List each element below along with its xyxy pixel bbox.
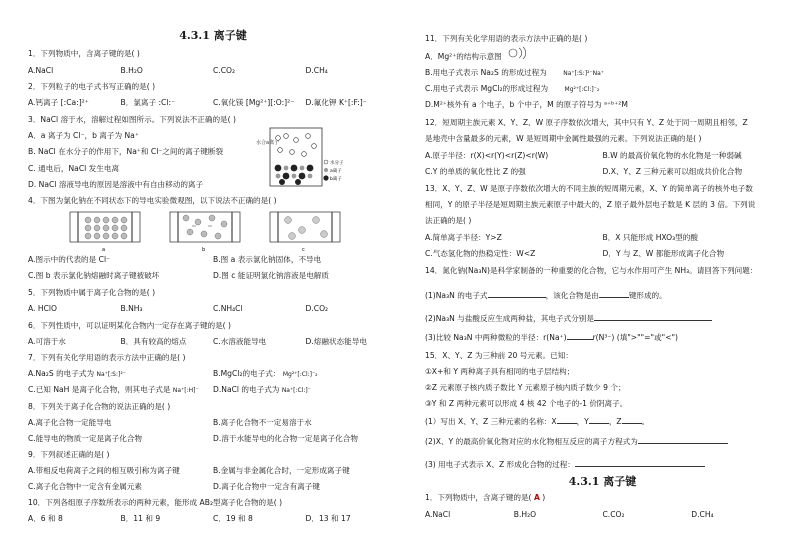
option-b[interactable]: B.图 a 表示氯化钠固体，不导电 bbox=[213, 255, 322, 264]
question-4-options-row2 bbox=[28, 272, 398, 281]
mgcl2-formation: Mg²⁺[:Cl:]⁻₂ bbox=[564, 86, 600, 93]
option-d[interactable]: D.X、Y、Z 三种元素可以组成共价化合物 bbox=[602, 167, 743, 176]
question-11-option-a[interactable]: A．Mg²⁺的结构示意图 bbox=[425, 52, 502, 61]
question-12-options-row1 bbox=[425, 152, 780, 161]
question-15-stem: 15．X、Y、Z 为三种前 20 号元素。已知： bbox=[425, 351, 573, 360]
option-c[interactable]: C.CO₂ bbox=[602, 510, 625, 519]
svg-text:b: b bbox=[202, 247, 206, 253]
option-b[interactable]: B.NH₃ bbox=[120, 304, 143, 313]
option-a[interactable]: A.NaCl bbox=[425, 510, 451, 519]
option-a[interactable]: A.图示中的代表的是 Cl⁻ bbox=[28, 255, 111, 264]
formula-nah: Na⁺[:H]⁻ bbox=[172, 387, 199, 394]
question-3-option-c[interactable]: C. 通电后，NaCl 发生电离 bbox=[28, 164, 120, 173]
question-8-options-row2 bbox=[28, 435, 398, 444]
option-d[interactable]: D.CO₂ bbox=[305, 304, 329, 313]
question-5-stem: 5．下列物质中属于离子化合物的是( ) bbox=[28, 288, 156, 297]
option-d[interactable]: D.NaCl 的电子式为 Na⁺[:Cl:]⁻ bbox=[213, 385, 311, 394]
option-d[interactable]: D．13 和 17 bbox=[305, 514, 351, 523]
answer-blank[interactable] bbox=[488, 297, 546, 298]
question-12-options-row2 bbox=[425, 168, 780, 177]
option-d[interactable]: D.氟化钾 K⁺[:F:]⁻ bbox=[305, 98, 367, 107]
formula-na2s: Na⁺[:S:]²⁻ bbox=[96, 371, 126, 378]
option-b[interactable]: B.H₂O bbox=[120, 66, 143, 75]
question-8-options-row1 bbox=[28, 419, 398, 428]
question-3-stem: 3．NaCl 溶于水，溶解过程如图所示。下列说法不正确的是( ) bbox=[28, 115, 236, 124]
option-d[interactable]: D.溶于水能导电的化合物一定是离子化合物 bbox=[213, 434, 358, 443]
question-9-stem: 9．下列叙述正确的是( ) bbox=[28, 450, 110, 459]
question-7-options-row1 bbox=[28, 370, 398, 379]
question-10-stem: 10．下列各组原子序数所表示的两种元素，能形成 AB₂型离子化合物的是( ) bbox=[28, 498, 283, 507]
question-12-stem-2: 是地壳中含量最多的元素，W 是短周期中金属性最强的元素。下列说法正确的是( ) bbox=[425, 134, 702, 143]
answer-question-1-options bbox=[425, 511, 780, 520]
option-c[interactable]: C.图 b 表示氯化钠熔融时离子键被破坏 bbox=[28, 271, 160, 280]
option-b[interactable]: B.离子化合物不一定易溶于水 bbox=[213, 418, 312, 427]
page-title: 4.3.1 离子键 bbox=[179, 29, 247, 42]
option-c[interactable]: C.能导电的物质一定是离子化合物 bbox=[28, 434, 143, 443]
question-1-options bbox=[28, 67, 398, 76]
question-15-condition-3: ③Y 和 Z 两种元素可以形成 4 核 42 个电子的-1 价阴离子。 bbox=[425, 399, 628, 408]
question-14-stem: 14．氮化钠(Na₃N)是科学家制备的一种重要的化合物，它与水作用可产生 NH₃。请回答下列问题： bbox=[425, 266, 758, 275]
figure-top-label: 水合a离子 bbox=[256, 140, 280, 146]
question-4-options-row1 bbox=[28, 256, 398, 265]
question-13-options-row2 bbox=[425, 250, 780, 259]
option-a[interactable]: A.可溶于水 bbox=[28, 337, 66, 346]
option-d[interactable]: D.CH₄ bbox=[691, 510, 714, 519]
answer-blank[interactable] bbox=[622, 423, 642, 424]
mg-ion-diagram bbox=[507, 45, 529, 61]
question-15-part-1: (1）写出 X、Y、Z 三种元素的名称：X ，Y ，Z 。 bbox=[425, 417, 650, 426]
question-2-stem: 2．下列粒子的电子式书写正确的是( ) bbox=[28, 82, 156, 91]
question-11-option-b[interactable]: B.用电子式表示 Na₂S 的形成过程为 Na⁺[:S:]²⁻Na⁺ bbox=[425, 68, 604, 77]
option-c[interactable]: C.氧化镁 [Mg²⁺][:O:]²⁻ bbox=[213, 98, 295, 107]
question-9-options-row2 bbox=[28, 483, 398, 492]
question-4-stem: 4．下图为氯化钠在不同状态下的导电实验微观图，以下说法不正确的是( ) bbox=[28, 196, 277, 205]
question-3-option-b[interactable]: B. NaCl 在水分子的作用下，Na⁺和 Cl⁻之间的离子键断裂 bbox=[28, 147, 224, 156]
option-b[interactable]: B.W 的最高价氧化物的水化物是一种弱碱 bbox=[602, 151, 742, 160]
option-b[interactable]: B．11 和 9 bbox=[120, 514, 161, 523]
figure-b bbox=[170, 212, 240, 253]
answer-blank[interactable] bbox=[557, 423, 577, 424]
option-c[interactable]: C.已知 NaH 是离子化合物，则其电子式是 Na⁺[:H]⁻ bbox=[28, 385, 199, 394]
answer-mark: A bbox=[533, 493, 540, 502]
question-5-options bbox=[28, 305, 398, 314]
option-a[interactable]: A．6 和 8 bbox=[28, 514, 63, 523]
answer-blank[interactable] bbox=[638, 443, 728, 444]
answer-blank[interactable] bbox=[599, 297, 629, 298]
svg-text:c: c bbox=[302, 247, 305, 253]
option-c[interactable]: C.Y 的单质的氧化性比 Z 的强 bbox=[425, 167, 526, 176]
question-6-stem: 6．下列性质中，可以证明某化合物内一定存在离子键的是( ) bbox=[28, 321, 232, 330]
question-13-stem-2: 相同，Y 的原子半径是短周期主族元素原子中最大的，Z 原子最外层电子数是 K 层的 3 倍。下列说 bbox=[425, 200, 756, 209]
answer-blank[interactable] bbox=[575, 466, 705, 467]
option-b[interactable]: B．具有较高的熔点 bbox=[120, 337, 187, 346]
option-c[interactable]: C.NH₄Cl bbox=[213, 304, 243, 313]
question-7-stem: 7．下列有关化学用语的表示方法中正确的是( ) bbox=[28, 353, 186, 362]
nacl-dissolving-figure bbox=[256, 124, 352, 190]
question-9-options-row1 bbox=[28, 467, 398, 476]
question-11-stem: 11．下列有关化学用语的表示方法中正确的是( ) bbox=[425, 34, 588, 43]
question-3-option-a[interactable]: A．a 离子为 Cl⁻，b 离子为 Na⁺ bbox=[28, 131, 139, 140]
option-c[interactable]: C.离子化合物中一定含有金属元素 bbox=[28, 482, 143, 491]
question-10-options bbox=[28, 515, 398, 524]
svg-text:a: a bbox=[102, 247, 106, 253]
nacl-conductivity-figure bbox=[68, 208, 368, 254]
question-1-stem: 1．下列物质中，含离子键的是( ) bbox=[28, 49, 140, 58]
option-b[interactable]: B.金属与非金属化合时，一定形成离子键 bbox=[213, 466, 350, 475]
option-a[interactable]: A.带相反电荷离子之间的相互吸引称为离子键 bbox=[28, 466, 180, 475]
question-14-part-2: (2)Na₃N 与盐酸反应生成两种盐，其电子式分别是 bbox=[425, 315, 712, 324]
page-title-copy: 4.3.1 离子键 bbox=[568, 475, 637, 488]
question-15-part-3: (3) 用电子式表示 X、Z 形成化合物的过程： bbox=[425, 461, 705, 470]
question-14-part-1: (1)Na₃N 的电子式 ，该化合物是由 键形成的。 bbox=[425, 291, 667, 300]
option-d[interactable]: D.离子化合物中一定含有离子键 bbox=[213, 482, 320, 491]
figure-c bbox=[270, 212, 340, 253]
option-b[interactable]: B.H₂O bbox=[513, 510, 537, 519]
answer-blank[interactable] bbox=[594, 320, 712, 321]
option-a[interactable]: A.简单离子半径：Y>Z bbox=[425, 233, 502, 242]
legend-a-ion: a离子 bbox=[330, 169, 342, 174]
question-6-options bbox=[28, 338, 398, 347]
option-a[interactable]: A. HClO bbox=[28, 304, 57, 313]
question-8-stem: 8．下列关于离子化合物的说法正确的是( ) bbox=[28, 402, 171, 411]
question-11-option-d[interactable]: D.M²⁺核外有 a 个电子，b 个中子，M 的原子符号为 ᵃ⁺ᵇ⁺²M bbox=[425, 100, 628, 109]
question-14-part-3: (3)比较 Na₃N 中两种微粒的半径：r(Na⁺) r(N³⁻) (填">""="或"<") bbox=[425, 333, 678, 342]
option-b[interactable]: B.MgCl₂的电子式： Mg²⁺[:Cl:]⁻₂ bbox=[213, 369, 318, 378]
option-b[interactable]: B．氯离子 :Cl:⁻ bbox=[120, 98, 176, 107]
legend-water: 水分子 bbox=[330, 161, 344, 166]
option-c[interactable]: C.水溶液能导电 bbox=[213, 337, 267, 346]
question-13-stem-1: 13．X、Y、Z、W 是原子序数依次增大的不同主族的短周期元素，X、Y 的简单离子的核外电子数 bbox=[425, 184, 753, 193]
question-15-part-2: (2)X、Y 的最高价氧化物对应的水化物相互反应的离子方程式为 bbox=[425, 438, 728, 447]
question-15-condition-2: ②Z 元素原子核内质子数比 Y 元素原子核内质子数少 9 个； bbox=[425, 383, 626, 392]
question-7-options-row2 bbox=[28, 386, 398, 395]
answer-question-1-stem: 1．下列物质中，含离子键的是( A ) bbox=[425, 493, 546, 502]
question-2-options bbox=[28, 99, 398, 108]
option-d[interactable]: D．Y 与 Z、W 都能形成离子化合物 bbox=[602, 249, 725, 258]
option-d[interactable]: D.熔融状态能导电 bbox=[305, 337, 367, 346]
question-15-condition-1: ①X+和 Y 两种离子具有相同的电子层结构； bbox=[425, 367, 575, 376]
legend-b-ion: b离子 bbox=[330, 177, 342, 182]
answer-blank[interactable] bbox=[567, 339, 593, 340]
question-12-stem-1: 12．短周期主族元素 X、Y、Z、W 原子序数依次增大，其中只有 Y、Z 处于同一周期且相邻，Z bbox=[425, 118, 748, 127]
question-13-stem-3: 法正确的是( ) bbox=[425, 216, 472, 225]
option-d[interactable]: D.CH₄ bbox=[305, 66, 328, 75]
option-a[interactable]: A.离子化合物一定能导电 bbox=[28, 418, 112, 427]
question-3-option-d[interactable]: D. NaCl 溶液导电的原因是溶液中有自由移动的离子 bbox=[28, 180, 204, 189]
formula-nacl: Na⁺[:Cl:]⁻ bbox=[281, 387, 311, 394]
figure-a bbox=[70, 212, 140, 253]
question-11-option-c[interactable]: C.用电子式表示 MgCl₂的形成过程为 Mg²⁺[:Cl:]⁻₂ bbox=[425, 84, 600, 93]
option-d[interactable]: D.图 c 能证明氯化钠溶液是电解质 bbox=[213, 271, 329, 280]
answer-blank[interactable] bbox=[589, 423, 609, 424]
option-a[interactable]: A.钙离子 [:Ca:]²⁺ bbox=[28, 98, 89, 107]
na2s-formation: Na⁺[:S:]²⁻Na⁺ bbox=[563, 70, 604, 77]
question-13-options-row1 bbox=[425, 234, 780, 243]
option-a[interactable]: A.NaCl bbox=[28, 66, 54, 75]
option-b[interactable]: B．X 只能形成 HXO₃型的酸 bbox=[602, 233, 698, 242]
formula-mgcl2: Mg²⁺[:Cl:]⁻₂ bbox=[282, 371, 318, 378]
option-c[interactable]: C.CO₂ bbox=[213, 66, 236, 75]
option-a[interactable]: A.原子半径：r(X)<r(Y)<r(Z)<r(W) bbox=[425, 151, 549, 160]
option-c[interactable]: C.气态氢化物的热稳定性：W<Z bbox=[425, 249, 536, 258]
option-c[interactable]: C．19 和 8 bbox=[213, 514, 253, 523]
option-a[interactable]: A.Na₂S 的电子式为 Na⁺[:S:]²⁻ bbox=[28, 369, 126, 378]
